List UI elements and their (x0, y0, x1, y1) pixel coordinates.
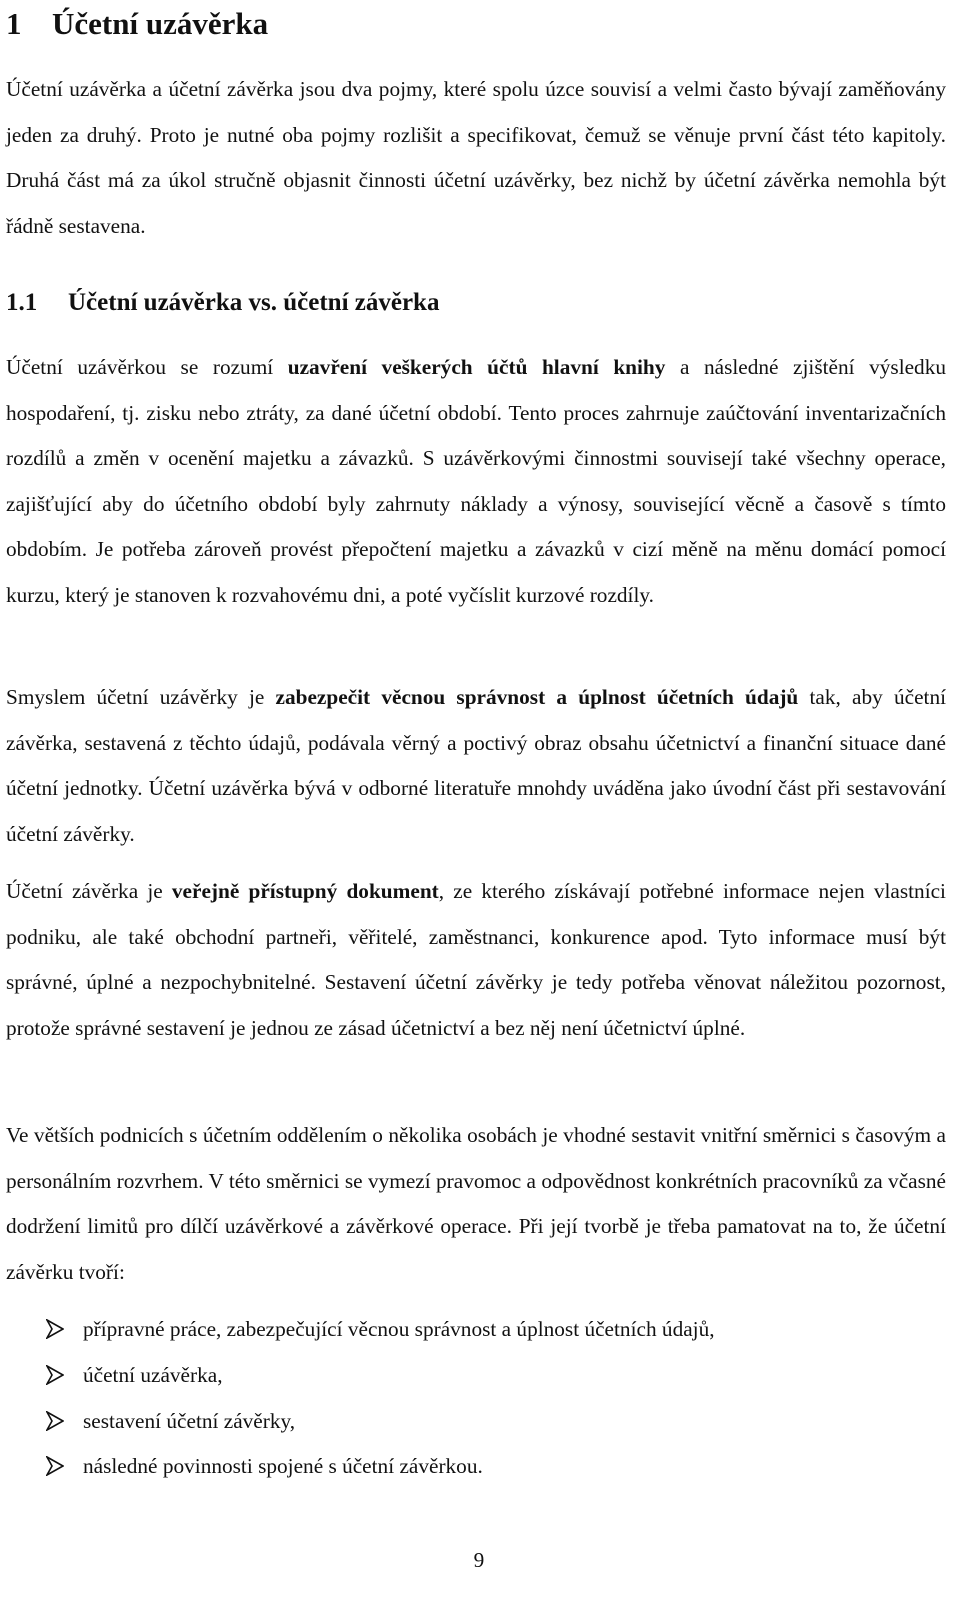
section-title: Účetní uzávěrka vs. účetní závěrka (68, 289, 440, 316)
list-item (46, 1353, 715, 1399)
paragraph-zaverka-document (6, 869, 946, 1051)
paragraph-text: Účetní uzávěrkou se rozumí (6, 355, 288, 379)
bold-term: veřejně přístupný dokument (171, 879, 439, 903)
list-item-text: sestavení účetní závěrky, (83, 1408, 296, 1433)
paragraph-text: Účetní závěrka je (6, 879, 172, 903)
list-item (46, 1444, 715, 1490)
list-item-text: účetní uzávěrka, (83, 1362, 223, 1387)
arrow-bullet-icon (46, 1411, 64, 1431)
paragraph-text: Smyslem účetní uzávěrky je (6, 685, 276, 709)
paragraph-text: , ze kterého získávají potřebné informace nejen vlastníci podniku, ale také obchodní partneři, věřitelé, zaměstnanci, konkurence apod. Tyto informace musí být správné, úplné a nezpochybnitelné. Sestavení účetní závěrky je tedy potřeba věnovat náležitou pozornost, protože správné sestavení je jednou ze zásad účetnictví a bez něj není účetnictví úplné. (6, 879, 946, 1040)
list-item-text: přípravné práce, zabezpečující věcnou správnost a úplnost účetních údajů, (83, 1317, 715, 1341)
bold-term: uzavření veškerých účtů hlavní knihy (287, 355, 666, 379)
list-item (46, 1307, 715, 1353)
chapter-number: 1 (6, 6, 22, 41)
paragraph-internal-directive: Ve větších podnicích s účetním oddělením o několika osobách je vhodné sestavit vnitřní směrnici s časovým a personálním rozvrhem. V této směrnici se vymezí pravomoc a odpovědnost konkrétních pracovníků za včasné dodržení limitů pro dílčí uzávěrkové a závěrkové operace. Při její tvorbě je třeba pamatovat na to, že účetní závěrku tvoří: (6, 1123, 946, 1284)
chapter-heading (6, 2, 268, 46)
arrow-bullet-icon (46, 1456, 64, 1476)
bullet-list (46, 1307, 715, 1490)
section-number: 1.1 (6, 289, 38, 316)
list-item-text: následné povinnosti spojené s účetní závěrkou. (83, 1454, 483, 1479)
intro-paragraph: Účetní uzávěrka a účetní závěrka jsou dva pojmy, které spolu úzce souvisí a velmi často bývají zaměňovány jeden za druhý. Proto je nutné oba pojmy rozlišit a specifikovat, čemuž se věnuje první část této kapitoly. Druhá část má za úkol stručně objasnit činnosti účetní uzávěrky, bez nichž by účetní závěrka nemohla být řádně sestavena. (6, 77, 946, 238)
bold-term: zabezpečit věcnou správnost a úplnost účetních údajů (275, 685, 799, 709)
section-heading (6, 283, 439, 323)
arrow-bullet-icon (46, 1319, 64, 1339)
arrow-bullet-icon (46, 1365, 64, 1385)
list-item (46, 1399, 715, 1445)
chapter-title: Účetní uzávěrka (52, 6, 269, 41)
paragraph-text: a následné zjištění výsledku hospodaření, tj. zisku nebo ztráty, za dané účetní období. Tento proces zahrnuje zaúčtování inventarizačních rozdílů a změn v ocenění majetku a závazků. S uzávěrkovými činnostmi souvisejí také všechny operace, zajišťující aby do účetního období byly zahrnuty náklady a výnosy, související věcně a časově s tímto obdobím. Je potřeba zároveň provést přepočtení majetku a závazků v cizí měně na měnu domácí pomocí kurzu, který je stanoven k rozvahovému dni, a poté vyčíslit kurzové rozdíly. (6, 355, 947, 607)
paragraph-uzaverka-definition (6, 345, 946, 619)
page-number: 9 (473, 1548, 485, 1572)
paragraph-uzaverka-purpose (6, 675, 946, 857)
paragraph-text: tak, aby účetní závěrka, sestavená z těchto údajů, podávala věrný a poctivý obraz obsahu účetnictví a finanční situace dané účetní jednotky. Účetní uzávěrka bývá v odborné literatuře mnohdy uváděna jako úvodní část při sestavování účetní závěrky. (6, 685, 947, 846)
